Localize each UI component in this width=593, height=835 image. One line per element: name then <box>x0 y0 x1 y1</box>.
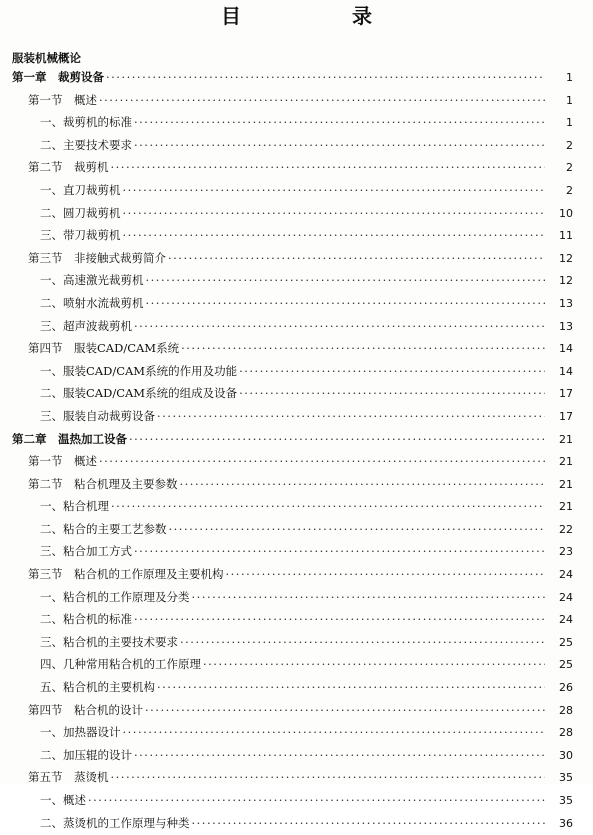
toc-page-number: 17 <box>559 409 573 423</box>
toc-entry-label: 一、加热器设计 <box>40 725 121 740</box>
toc-entry-label: 第三节 非接触式裁剪简介 <box>28 250 166 265</box>
toc-entry-label: 第二节 裁剪机 <box>28 160 109 175</box>
toc-page-number: 10 <box>559 206 573 220</box>
dot-leader <box>157 405 545 428</box>
toc-page-number: 22 <box>559 522 573 536</box>
toc-entry-label: 一、粘合机的工作原理及分类 <box>40 589 190 604</box>
dot-leader <box>192 812 546 835</box>
toc-page-number: 13 <box>559 296 573 310</box>
toc-entry-label: 三、带刀裁剪机 <box>40 228 121 243</box>
toc-subsection-entry <box>0 315 593 338</box>
toc-entry-label: 一、高速激光裁剪机 <box>40 273 144 288</box>
dot-leader <box>134 608 545 631</box>
toc-subsection-entry <box>0 631 593 654</box>
dot-leader <box>146 269 546 292</box>
toc-page-number: 21 <box>559 455 573 469</box>
toc-entry-label: 五、粘合机的主要机构 <box>40 680 155 695</box>
toc-entry-label: 第二章 温热加工设备 <box>12 431 127 446</box>
toc-page-number: 2 <box>566 161 573 175</box>
toc-subsection-entry <box>0 812 593 835</box>
toc-entry-label: 三、超声波裁剪机 <box>40 318 132 333</box>
toc-entry-label: 二、粘合机的标准 <box>40 612 132 627</box>
dot-leader <box>180 631 545 654</box>
toc-entry-label: 三、服装自动裁剪设备 <box>40 408 155 423</box>
dot-leader <box>129 428 545 451</box>
toc-page-number: 12 <box>559 274 573 288</box>
toc-page-number: 14 <box>559 342 573 356</box>
toc-entry-label: 二、加压辊的设计 <box>40 747 132 762</box>
dot-leader <box>134 134 545 157</box>
toc-page-number: 17 <box>559 387 573 401</box>
toc-entry-label: 二、主要技术要求 <box>40 137 132 152</box>
toc-page-number: 23 <box>559 545 573 559</box>
table-of-contents <box>0 66 593 834</box>
toc-subsection-entry <box>0 676 593 699</box>
toc-page-number: 2 <box>566 183 573 197</box>
toc-entry-label: 第四节 服装CAD/CAM系统 <box>28 341 180 356</box>
toc-subsection-entry <box>0 202 593 225</box>
toc-page-number: 21 <box>559 432 573 446</box>
toc-entry-label: 第一章 裁剪设备 <box>12 70 104 84</box>
toc-entry-label: 第一节 概述 <box>28 454 97 469</box>
toc-entry-label: 三、粘合加工方式 <box>40 544 132 559</box>
toc-entry-label: 二、圆刀裁剪机 <box>40 205 121 220</box>
toc-subsection-entry <box>0 608 593 631</box>
dot-leader <box>134 315 545 338</box>
dot-leader <box>123 179 546 202</box>
toc-entry-label: 三、粘合机的主要技术要求 <box>40 634 178 649</box>
toc-page-number: 30 <box>559 748 573 762</box>
toc-page-number: 28 <box>559 726 573 740</box>
dot-leader <box>134 540 545 563</box>
dot-leader <box>157 676 545 699</box>
toc-page-number: 12 <box>559 251 573 265</box>
toc-subsection-entry <box>0 382 593 405</box>
toc-entry-label: 一、粘合机理 <box>40 499 109 514</box>
toc-section-entry <box>0 337 593 360</box>
toc-entry-label: 一、裁剪机的标准 <box>40 115 132 130</box>
dot-leader <box>239 360 545 383</box>
toc-page-number: 28 <box>559 703 573 717</box>
toc-section-entry <box>0 473 593 496</box>
dot-leader <box>106 66 545 89</box>
dot-leader <box>134 111 545 134</box>
dot-leader <box>123 721 546 744</box>
toc-section-entry <box>0 247 593 270</box>
toc-entry-label: 第四节 粘合机的设计 <box>28 702 143 717</box>
toc-chapter-entry <box>0 66 593 89</box>
toc-entry-label: 一、服装CAD/CAM系统的作用及功能 <box>40 363 238 378</box>
dot-leader <box>99 89 545 112</box>
toc-chapter-entry <box>0 428 593 451</box>
dot-leader <box>180 473 546 496</box>
toc-entry-label: 四、几种常用粘合机的工作原理 <box>40 657 201 672</box>
toc-subsection-entry <box>0 179 593 202</box>
dot-leader <box>111 766 546 789</box>
dot-leader <box>123 224 546 247</box>
toc-subsection-entry <box>0 744 593 767</box>
dot-leader <box>169 518 546 541</box>
dot-leader <box>226 563 546 586</box>
toc-page-number: 21 <box>559 477 573 491</box>
toc-section-entry <box>0 156 593 179</box>
toc-subsection-entry <box>0 789 593 812</box>
toc-page-number: 24 <box>559 568 573 582</box>
toc-section-entry <box>0 89 593 112</box>
toc-page-number: 21 <box>559 500 573 514</box>
toc-subsection-entry <box>0 111 593 134</box>
toc-entry-label: 二、蒸烫机的工作原理与种类 <box>40 815 190 830</box>
toc-entry-label: 第五节 蒸烫机 <box>28 770 109 785</box>
toc-entry-label: 一、概述 <box>40 793 86 807</box>
toc-subsection-entry <box>0 586 593 609</box>
page-title: 目 录 <box>221 4 424 28</box>
toc-section-entry <box>0 450 593 473</box>
toc-entry-label: 二、粘合的主要工艺参数 <box>40 521 167 536</box>
toc-page-number: 25 <box>559 635 573 649</box>
toc-page-number: 24 <box>559 590 573 604</box>
toc-entry-label: 第一节 概述 <box>28 92 97 107</box>
dot-leader <box>123 202 546 225</box>
toc-section-entry <box>0 563 593 586</box>
dot-leader <box>111 156 546 179</box>
toc-entry-label: 二、喷射水流裁剪机 <box>40 295 144 310</box>
toc-page-number: 1 <box>566 93 573 107</box>
toc-page-number: 1 <box>566 116 573 130</box>
dot-leader <box>192 586 546 609</box>
toc-subsection-entry <box>0 224 593 247</box>
dot-leader <box>203 653 545 676</box>
toc-page-number: 13 <box>559 319 573 333</box>
dot-leader <box>168 247 545 270</box>
toc-subsection-entry <box>0 495 593 518</box>
toc-page-number: 1 <box>566 71 573 84</box>
toc-page-number: 11 <box>559 229 573 243</box>
toc-entry-label: 第二节 粘合机理及主要参数 <box>28 476 178 491</box>
toc-entry-label: 二、服装CAD/CAM系统的组成及设备 <box>40 386 238 401</box>
toc-subsection-entry <box>0 360 593 383</box>
toc-subsection-entry <box>0 540 593 563</box>
toc-section-entry <box>0 766 593 789</box>
toc-section-entry <box>0 699 593 722</box>
toc-page-number: 35 <box>559 771 573 785</box>
toc-subsection-entry <box>0 518 593 541</box>
toc-entry-label: 第三节 粘合机的工作原理及主要机构 <box>28 567 224 582</box>
toc-page-number: 14 <box>559 364 573 378</box>
dot-leader <box>111 495 545 518</box>
toc-entry-label: 一、直刀裁剪机 <box>40 182 121 197</box>
toc-page-number: 25 <box>559 658 573 672</box>
dot-leader <box>145 699 545 722</box>
toc-page-number: 36 <box>559 816 573 830</box>
dot-leader <box>181 337 545 360</box>
toc-page-number: 26 <box>559 681 573 695</box>
toc-subsection-entry <box>0 721 593 744</box>
dot-leader <box>134 744 545 767</box>
toc-subsection-entry <box>0 405 593 428</box>
toc-subsection-entry <box>0 269 593 292</box>
toc-page-number: 2 <box>566 138 573 152</box>
toc-subsection-entry <box>0 292 593 315</box>
dot-leader <box>88 789 545 812</box>
preface-entry: 服装机械概论 <box>12 51 81 65</box>
toc-page-number: 35 <box>559 794 573 807</box>
dot-leader <box>99 450 545 473</box>
toc-subsection-entry <box>0 134 593 157</box>
dot-leader <box>239 382 545 405</box>
dot-leader <box>146 292 546 315</box>
toc-subsection-entry <box>0 653 593 676</box>
toc-page-number: 24 <box>559 613 573 627</box>
